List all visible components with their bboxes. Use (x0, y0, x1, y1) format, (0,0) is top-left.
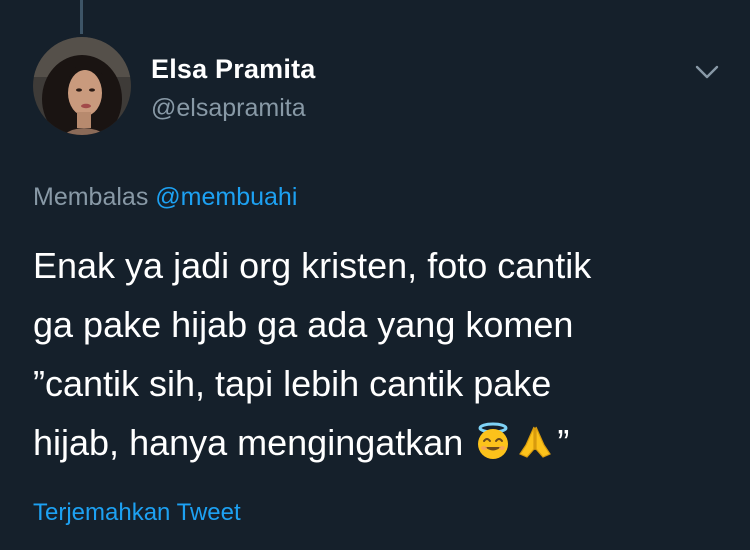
tweet-line: Enak ya jadi org kristen, foto cantik (33, 245, 592, 286)
folded-hands-icon (515, 419, 555, 478)
tweet-line: ga pake hijab ga ada yang komen (33, 304, 574, 345)
reply-mention-link[interactable]: @membuahi (155, 183, 298, 211)
avatar[interactable] (33, 37, 131, 135)
thread-connector-line (80, 0, 83, 34)
tweet-line-text: hijab, hanya mengingatkan (33, 422, 464, 463)
avatar-photo (33, 37, 131, 135)
author-handle[interactable]: @elsapramita (151, 94, 306, 122)
author-name[interactable]: Elsa Pramita (151, 54, 316, 84)
reply-prefix: Membalas (33, 183, 149, 211)
tweet-line: ”cantik sih, tapi lebih cantik pake (33, 363, 552, 404)
reply-context (33, 183, 297, 212)
smiling-face-with-halo-icon (473, 419, 513, 478)
chevron-down-icon[interactable] (692, 60, 722, 84)
translate-tweet-link[interactable]: Terjemahkan Tweet (33, 499, 241, 526)
tweet-line-last (33, 413, 733, 478)
closing-quote: ” (557, 422, 570, 463)
tweet-body (33, 236, 733, 478)
